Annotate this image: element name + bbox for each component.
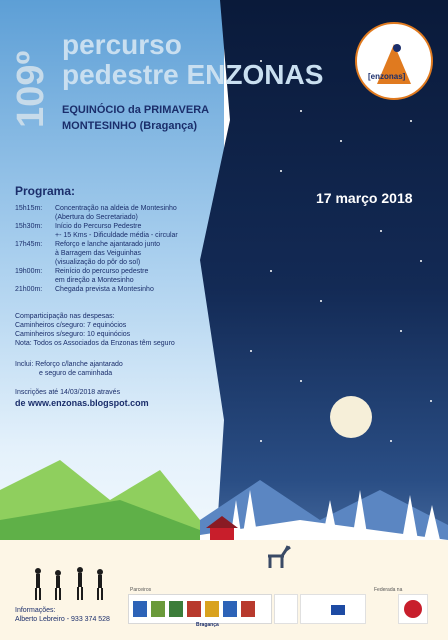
costs-heading: Comparticipação nas despesas: — [15, 313, 115, 320]
includes-line: e seguro de caminhada — [39, 370, 113, 377]
federation-crest-icon — [399, 595, 427, 623]
info-contact: Alberto Lebreiro - 933 374 528 — [15, 616, 110, 623]
title-line2: pedestre ENZONAS — [62, 59, 324, 90]
costs-line: Caminheiros s/seguro: 10 equinócios — [15, 331, 131, 338]
edition-number: 109º — [10, 50, 52, 128]
partner-logo — [274, 594, 298, 624]
program-item: +- 15 Kms - Dificuldade média - circular — [55, 232, 178, 239]
registration-text: Inscrições até 14/03/2018 através — [15, 389, 121, 396]
website-link[interactable]: de www.enzonas.blogspot.com — [15, 398, 149, 408]
sponsors-label: Parceiros — [130, 587, 152, 593]
star — [250, 350, 252, 352]
program-item: 17h45m: Reforço e lanche ajantarado junto — [15, 241, 161, 248]
partner-erasmus-logo — [300, 594, 366, 624]
info-label: Informações: — [15, 607, 56, 614]
federation-logo — [398, 594, 428, 624]
star — [410, 120, 412, 122]
program-item: (visualização do pôr do sol) — [55, 259, 141, 266]
program-list — [15, 204, 215, 294]
hiker-logo-icon — [357, 24, 431, 98]
program-item: 15h30m: Início do Percurso Pedestre — [15, 223, 142, 230]
costs-section — [15, 312, 215, 348]
program-item: 15h15m: Concentração na aldeia de Montesinho — [15, 205, 177, 212]
event-date: 17 março 2018 — [316, 190, 413, 206]
moon — [330, 396, 372, 438]
program-item: à Barragem das Veiguinhas — [55, 250, 141, 257]
program-heading: Programa: — [15, 184, 76, 198]
info-section — [15, 606, 110, 624]
program-item: 21h00m: Chegada prevista a Montesinho — [15, 286, 154, 293]
enzonas-logo — [355, 22, 433, 100]
logo-name: [enzonas] — [368, 72, 406, 81]
hikers-silhouette — [30, 566, 110, 602]
costs-line: Caminheiros c/seguro: 7 equinócios — [15, 322, 127, 329]
subtitle-equinox: EQUINÓCIO da PRIMAVERA — [62, 104, 210, 116]
star — [270, 270, 272, 272]
includes-section — [15, 360, 215, 378]
star — [280, 170, 282, 172]
star — [300, 380, 302, 382]
includes-line: Inclui: Reforço c/lanche ajantarado — [15, 361, 123, 368]
subtitle-location: MONTESINHO (Bragança) — [62, 120, 198, 132]
program-item: 19h00m: Reinício do percurso pedestre — [15, 268, 149, 275]
federation-label: Federada na — [374, 587, 403, 593]
star — [430, 400, 432, 402]
erasmus-flag-icon — [301, 595, 365, 623]
program-item: (Abertura do Secretariado) — [55, 214, 138, 221]
sponsor-crests-icon — [129, 595, 271, 623]
title-line1: percurso — [62, 29, 182, 60]
star — [320, 300, 322, 302]
deer-silhouette — [264, 544, 292, 570]
sponsors-strip — [128, 594, 272, 624]
star — [300, 110, 302, 112]
sponsor-braganca-label: Bragança — [196, 622, 219, 628]
program-item: em direção a Montesinho — [55, 277, 134, 284]
costs-note: Nota: Todos os Associados da Enzonas têm seguro — [15, 340, 175, 347]
star — [380, 230, 382, 232]
star — [400, 330, 402, 332]
star — [420, 260, 422, 262]
star — [340, 140, 342, 142]
